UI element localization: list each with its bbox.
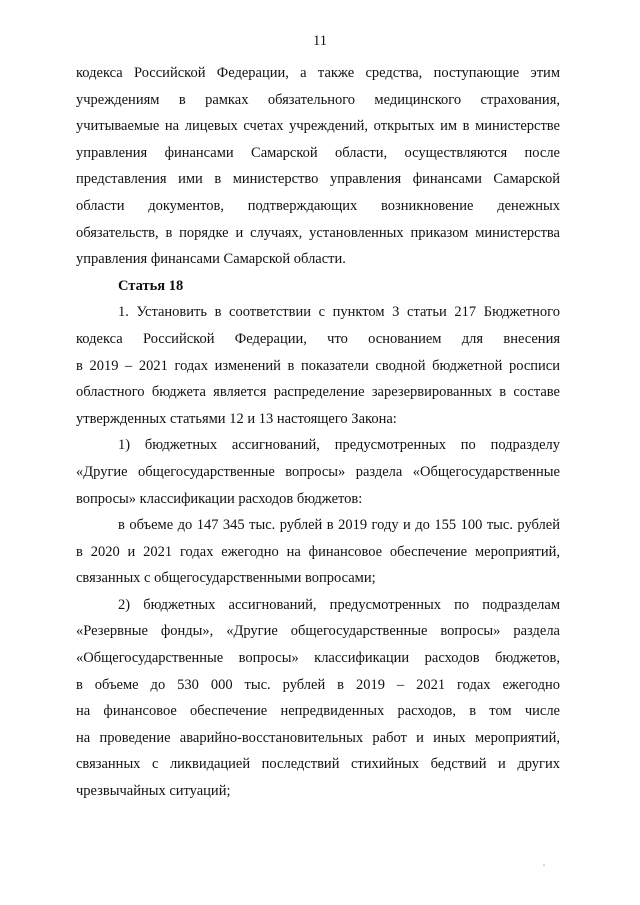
text-line: в объеме до 530 000 тыс. рублей в 2019 – 2021 годах ежегодно	[76, 676, 560, 693]
text-line: представления ими в министерство управления финансами Самарской	[76, 171, 560, 188]
text-line: на проведение аварийно-восстановительных работ и иных мероприятий,	[76, 729, 560, 746]
text-line: учитываемые на лицевых счетах учреждений, открытых им в министерстве	[76, 118, 560, 135]
text-line: чрезвычайных ситуаций;	[76, 783, 231, 800]
text-line: «Резервные фонды», «Другие общегосударственные вопросы» раздела	[76, 623, 560, 640]
text-line: вопросы» классификации расходов бюджетов:	[76, 490, 363, 507]
document-body	[76, 60, 560, 805]
text-line: обязательств, в порядке и случаях, установленных приказом министерства	[76, 224, 560, 241]
paragraph	[76, 432, 560, 512]
text-line: на финансовое обеспечение непредвиденных расходов, в том числе	[76, 703, 560, 720]
paragraph	[76, 299, 560, 432]
text-line: «Другие общегосударственные вопросы» раздела «Общегосударственные	[76, 463, 560, 480]
scan-speck	[543, 864, 545, 866]
text-line: управления финансами Самарской области.	[76, 251, 346, 268]
text-line: областного бюджета является распределение зарезервированных в составе	[76, 384, 560, 401]
text-line: 2) бюджетных ассигнований, предусмотренных по подразделам	[118, 596, 560, 613]
text-line: «Общегосударственные вопросы» классификации расходов бюджетов,	[76, 650, 560, 667]
paragraph	[76, 592, 560, 805]
text-line: связанных с общегосударственными вопросами;	[76, 570, 376, 587]
text-line: управления финансами Самарской области, осуществляются после	[76, 144, 560, 161]
text-line: кодекса Российской Федерации, что основанием для внесения	[76, 330, 560, 347]
article-heading: Статья 18	[118, 277, 184, 294]
text-line: в 2019 – 2021 годах изменений в показатели сводной бюджетной росписи	[76, 357, 560, 374]
text-line: 1) бюджетных ассигнований, предусмотренных по подразделу	[118, 437, 560, 454]
text-line: в 2020 и 2021 годах ежегодно на финансовое обеспечение мероприятий,	[76, 543, 560, 560]
text-line: в объеме до 147 345 тыс. рублей в 2019 году и до 155 100 тыс. рублей	[118, 517, 560, 534]
text-line: связанных с ликвидацией последствий стихийных бедствий и других	[76, 756, 560, 773]
text-line: 1. Установить в соответствии с пунктом 3 статьи 217 Бюджетного	[118, 304, 560, 321]
text-line: области документов, подтверждающих возникновение денежных	[76, 197, 560, 214]
page-number: 11	[313, 33, 327, 49]
text-line: утвержденных статьями 12 и 13 настоящего Закона:	[76, 410, 397, 427]
text-line: учреждениям в рамках обязательного медицинского страхования,	[76, 91, 560, 108]
paragraph	[76, 60, 560, 273]
text-line: кодекса Российской Федерации, а также средства, поступающие этим	[76, 65, 560, 81]
paragraph	[76, 512, 560, 592]
